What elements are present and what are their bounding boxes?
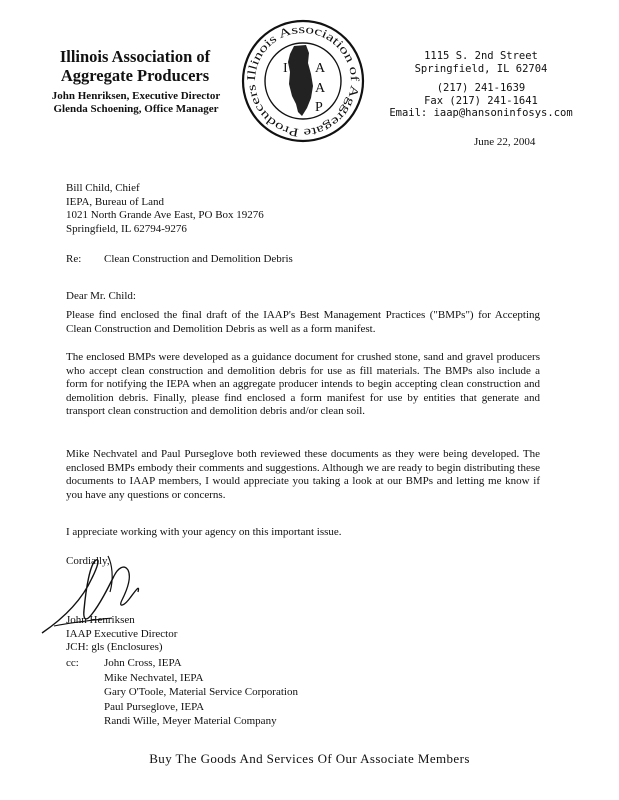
body-paragraph-4: I appreciate working with your agency on this important issue. (66, 526, 342, 538)
closing: Cordially, (66, 555, 110, 567)
organization-staff (36, 90, 236, 116)
subject-label: Re: (66, 253, 82, 265)
salutation: Dear Mr. Child: (66, 290, 136, 302)
cc-recipient: Randi Wille, Meyer Material Company (104, 715, 277, 728)
recipient-city: Springfield, IL 62794-9276 (66, 222, 187, 235)
phone-number: (217) 241-1639 (436, 82, 526, 94)
cc-recipients (104, 656, 298, 729)
cc-label: cc: (66, 657, 79, 669)
seal-ring-text: Illinois Association of Aggregate Producers (243, 21, 363, 141)
illinois-state-shape-icon (288, 45, 313, 116)
cc-recipient: Gary O'Toole, Material Service Corporation (104, 686, 298, 699)
body-paragraph-1: Please find enclosed the final draft of the IAAP's Best Management Practices ("BMPs") for Accepting Clean Construction and Demolition Debris as well as a form manifest. (66, 309, 540, 335)
seal-letter-a-right: A (315, 61, 326, 76)
executive-director-line: John Henriksen, Executive Director (51, 90, 221, 102)
recipient-name: Bill Child, Chief (66, 182, 140, 194)
signer-name: John Henriksen (66, 614, 135, 626)
recipient-street: 1021 North Grande Ave East, PO Box 19276 (66, 209, 264, 222)
organization-name (40, 47, 230, 85)
signer-block (66, 614, 177, 655)
subject-line (66, 253, 293, 265)
body-paragraph-2: The enclosed BMPs were developed as a guidance document for crushed stone, sand and gravel producers who accept clean construction and demolition debris for use as fill materials. The BMPs also include a form for notifying the IEPA when an aggregate producer intends to begin accepting clean construction and demolition debris. Finally, please find enclosed a form manifest for use by entities that generate and transport clean construction and demolition debris and/or clean soil. (66, 351, 540, 418)
letter-date: June 22, 2004 (474, 136, 536, 148)
footer-slogan: Buy The Goods And Services Of Our Associate Members (149, 751, 470, 766)
body-paragraph-3: Mike Nechvatel and Paul Purseglove both reviewed these documents as they were being developed. The enclosed BMPs embody their comments and suggestions. Although we are ready to begin distributing these documents to IAAP members, I would appreciate you taking a look at our BMPs and letting me know if you have any questions or concerns. (66, 448, 540, 501)
seal-letter-p: P (315, 100, 323, 115)
office-manager-line: Glenda Schoening, Office Manager (53, 103, 219, 115)
organization-name-line1: Illinois Association of (59, 47, 211, 66)
recipient-address-block (66, 182, 264, 236)
cc-recipient: Mike Nechvatel, IEPA (104, 671, 204, 684)
seal-letter-a-lower: A (315, 81, 326, 96)
iaap-seal-logo (238, 16, 368, 146)
cc-recipient: Paul Purseglove, IEPA (104, 700, 205, 713)
recipient-bureau: IEPA, Bureau of Land (66, 195, 164, 208)
organization-name-line2: Aggregate Producers (60, 66, 210, 85)
street-address: 1115 S. 2nd Street (424, 50, 538, 62)
email-address: Email: iaap@hansoninfosys.com (389, 107, 573, 119)
seal-letter-i: I (283, 61, 288, 76)
association-address-block (376, 50, 586, 120)
subject-text: Clean Construction and Demolition Debris (104, 253, 293, 265)
city-state-zip: Springfield, IL 62704 (414, 62, 548, 75)
fax-number: Fax (217) 241-1641 (424, 94, 538, 107)
cc-recipient: John Cross, IEPA (104, 657, 182, 669)
signer-title: IAAP Executive Director (66, 627, 178, 640)
reference-initials: JCH: gls (Enclosures) (66, 641, 163, 654)
